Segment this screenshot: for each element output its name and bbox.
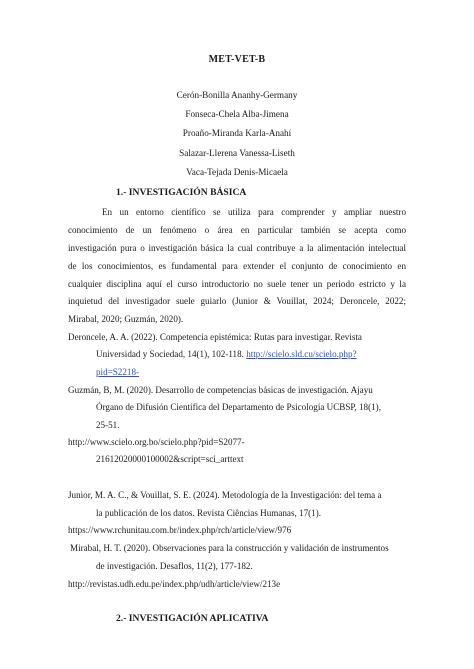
reference-url[interactable]: http://revistas.udh.edu.pe/index.php/udh/article/view/213e (68, 579, 281, 589)
reference-mirabal: Mirabal, H. T. (2020). Observaciones para la construcción y validación de instrumentos (70, 543, 389, 553)
reference-deroncele-line (96, 367, 139, 378)
reference-guzman: Guzmán, B, M. (2020). Desarrollo de competencias básicas de investigación. Ajayu (68, 385, 373, 395)
author-name: Proaño-Miranda Karla-Anahí (182, 128, 292, 139)
reference-deroncele-line (96, 349, 357, 360)
reference-url[interactable]: http://www.scielo.org.bo/scielo.php?pid=S2077- (68, 437, 245, 447)
reference-mirabal-line: de investigación. Desaflos, 11(2), 177-182. (96, 561, 253, 571)
reference-url[interactable]: https://www.rchunitau.com.br/index.php/rch/article/view/976 (68, 525, 292, 535)
paragraph-line: En un entorno científico se utiliza para comprender y ampliar nuestro (102, 207, 406, 217)
reference-guzman-line: 25-51. (96, 420, 120, 430)
author-name: Salazar-Llerena Vanessa-Liseth (179, 147, 295, 158)
author-list (0, 86, 474, 182)
reference-deroncele: Deroncele, A. A. (2022). Competencia epistémica: Rutas para investigar. Revista (68, 332, 362, 342)
reference-link[interactable]: http://scielo.sld.cu/scielo.php? (246, 349, 357, 359)
document-title: MET-VET-B (208, 54, 266, 65)
reference-junior: Junior, M. A. C., & Vouillat, S. E. (2024). Metodología de la Investigación: del tema a (68, 490, 382, 500)
paragraph-line: cualquier disciplina aquí el curso introductorio no suele tener un periodo estricto y la (68, 279, 406, 289)
author-name: Cerón-Bonilla Ananhy-Germany (176, 90, 298, 100)
paragraph-line: conocimiento de un fenómeno o área en particular también se acepta como (68, 225, 406, 235)
reference-text: Universidad y Sociedad, 14(1), 102-118. (96, 349, 244, 359)
section-heading-investigacion-aplicativa: 2.- INVESTIGACIÓN APLICATIVA (116, 613, 269, 624)
section-heading-investigacion-basica: 1.- INVESTIGACIÓN BÁSICA (116, 187, 247, 198)
reference-guzman-line: Órgano de Difusión Científica del Departamento de Psicología UCBSP, 18(1), (96, 402, 381, 412)
paragraph-line: de los conocimientos, es fundamental para extender el conjunto de conocimiento en (68, 261, 406, 271)
reference-url[interactable]: 21612020000100002&script=sci_arttext (96, 454, 244, 464)
paragraph-line: investigación pura o investigación básica la cual contribuye a la alimentación intelectual (68, 243, 406, 253)
reference-junior-line: la publicación de los datos. Revista Ciências Humanas, 17(1). (96, 508, 322, 518)
author-name: Vaca-Tejada Denis-Micaela (186, 166, 288, 177)
author-name: Fonseca-Chela Alba-Jimena (185, 109, 289, 120)
reference-link[interactable]: pid=S2218- (96, 367, 140, 377)
paragraph-line: Mirabal, 2020; Guzmán, 2020). (68, 314, 184, 324)
paragraph-line: inquietud del investigador suele guiarlo (Junior & Vouillat, 2024; Deroncele, 2022; (68, 296, 406, 306)
